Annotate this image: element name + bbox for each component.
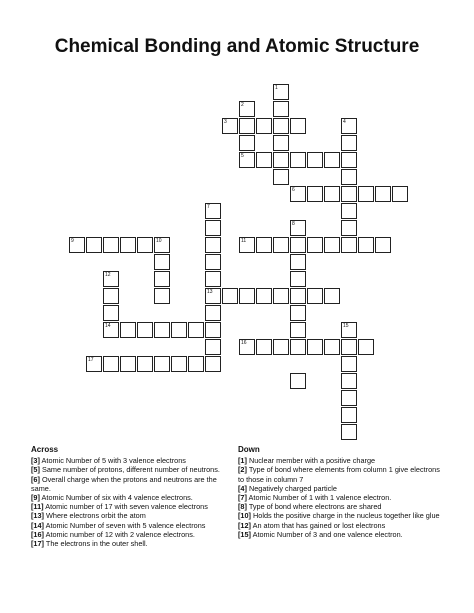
grid-cell[interactable] [324, 288, 340, 304]
grid-cell[interactable] [341, 118, 357, 134]
clue-number: [11] [31, 502, 44, 512]
grid-cell[interactable] [239, 288, 255, 304]
clue-number: [3] [31, 456, 40, 466]
grid-cell[interactable] [290, 152, 306, 168]
clue-text: Where electrons orbit the atom [46, 511, 146, 521]
clue-number: [17] [31, 539, 44, 549]
grid-cell[interactable] [375, 237, 391, 253]
clue-number: [6] [31, 474, 40, 484]
grid-cell[interactable] [341, 339, 357, 355]
down-clue [238, 484, 443, 493]
grid-cell[interactable] [341, 203, 357, 219]
grid-cell[interactable] [103, 322, 119, 338]
grid-cell[interactable] [341, 237, 357, 253]
cell-number: 2 [241, 102, 244, 108]
cell-number: 9 [71, 238, 74, 244]
grid-cell[interactable] [290, 322, 306, 338]
clue-number: [4] [238, 483, 247, 493]
across-clue [31, 511, 231, 520]
grid-cell[interactable] [171, 322, 187, 338]
grid-cell[interactable] [341, 424, 357, 440]
down-clue [238, 502, 443, 511]
cell-number: 5 [241, 153, 244, 159]
grid-cell[interactable] [290, 271, 306, 287]
across-heading: Across [31, 445, 59, 454]
grid-cell[interactable] [137, 356, 153, 372]
grid-cell[interactable] [239, 118, 255, 134]
page-title: Chemical Bonding and Atomic Structure [54, 36, 420, 57]
across-clues [31, 445, 231, 548]
clue-number: [16] [31, 529, 44, 539]
down-clue [238, 493, 443, 502]
grid-cell[interactable] [188, 356, 204, 372]
grid-cell[interactable] [273, 152, 289, 168]
down-clues [238, 445, 443, 539]
clue-text: Atomic Number of 5 with 3 valence electrons [41, 456, 186, 466]
clue-text: Negatively charged particle [248, 483, 337, 493]
clue-text: Overall charge when the protons and neutrons are the same. [31, 474, 217, 493]
grid-cell[interactable] [324, 237, 340, 253]
across-clue [31, 456, 231, 465]
cell-number: 4 [343, 119, 346, 125]
grid-cell[interactable] [273, 169, 289, 185]
across-clue [31, 521, 231, 530]
grid-cell[interactable] [324, 339, 340, 355]
grid-cell[interactable] [341, 373, 357, 389]
grid-cell[interactable] [154, 237, 170, 253]
grid-cell[interactable] [324, 186, 340, 202]
across-clue [31, 539, 231, 548]
grid-cell[interactable] [307, 288, 323, 304]
cell-number: 8 [292, 221, 295, 227]
grid-cell[interactable] [239, 152, 255, 168]
clue-number: [8] [238, 502, 247, 512]
cell-number: 11 [241, 238, 247, 244]
clue-text: An atom that has gained or lost electrons [252, 520, 386, 530]
down-clue [238, 511, 443, 520]
grid-cell[interactable] [205, 288, 221, 304]
grid-cell[interactable] [103, 305, 119, 321]
grid-cell[interactable] [103, 288, 119, 304]
clue-text: Atomic Number of 1 with 1 valence electron. [248, 493, 392, 503]
grid-cell[interactable] [273, 101, 289, 117]
grid-cell[interactable] [290, 339, 306, 355]
grid-cell[interactable] [341, 356, 357, 372]
grid-cell[interactable] [375, 186, 391, 202]
grid-cell[interactable] [273, 237, 289, 253]
grid-cell[interactable] [120, 322, 136, 338]
grid-cell[interactable] [290, 305, 306, 321]
across-clue [31, 475, 231, 493]
clue-text: Atomic number of 17 with seven valence electrons [45, 502, 208, 512]
clue-number: [14] [31, 520, 44, 530]
clue-number: [10] [238, 511, 251, 521]
grid-cell[interactable] [154, 254, 170, 270]
grid-cell[interactable] [273, 135, 289, 151]
grid-cell[interactable] [273, 118, 289, 134]
grid-cell[interactable] [290, 186, 306, 202]
grid-cell[interactable] [307, 237, 323, 253]
grid-cell[interactable] [341, 220, 357, 236]
grid-cell[interactable] [86, 356, 102, 372]
across-clue [31, 530, 231, 539]
grid-cell[interactable] [290, 118, 306, 134]
cell-number: 12 [105, 272, 111, 278]
grid-cell[interactable] [205, 322, 221, 338]
grid-cell[interactable] [239, 339, 255, 355]
grid-cell[interactable] [290, 220, 306, 236]
grid-cell[interactable] [256, 152, 272, 168]
grid-cell[interactable] [290, 254, 306, 270]
grid-cell[interactable] [103, 271, 119, 287]
cell-number: 15 [343, 323, 349, 329]
grid-cell[interactable] [307, 339, 323, 355]
grid-cell[interactable] [341, 152, 357, 168]
grid-cell[interactable] [290, 373, 306, 389]
grid-cell[interactable] [205, 271, 221, 287]
grid-cell[interactable] [307, 186, 323, 202]
grid-cell[interactable] [86, 237, 102, 253]
clue-text: The electrons in the outer shell. [45, 539, 148, 549]
grid-cell[interactable] [358, 339, 374, 355]
down-clue [238, 530, 443, 539]
cell-number: 16 [241, 340, 247, 346]
grid-cell[interactable] [154, 322, 170, 338]
cell-number: 17 [88, 357, 94, 363]
clue-text: Holds the positive charge in the nucleus together like glue [253, 511, 440, 521]
grid-cell[interactable] [205, 254, 221, 270]
grid-cell[interactable] [103, 237, 119, 253]
grid-cell[interactable] [256, 339, 272, 355]
clue-number: [9] [31, 493, 40, 503]
cell-number: 7 [207, 204, 210, 210]
clue-number: [13] [31, 511, 44, 521]
grid-cell[interactable] [256, 288, 272, 304]
grid-cell[interactable] [205, 305, 221, 321]
grid-cell[interactable] [341, 135, 357, 151]
clue-text: Atomic Number of 3 and one valence electron. [252, 529, 403, 539]
grid-cell[interactable] [290, 237, 306, 253]
grid-cell[interactable] [341, 322, 357, 338]
grid-cell[interactable] [239, 101, 255, 117]
clue-number: [15] [238, 529, 251, 539]
clue-number: [7] [238, 493, 247, 503]
grid-cell[interactable] [205, 237, 221, 253]
grid-cell[interactable] [154, 288, 170, 304]
down-clue [238, 521, 443, 530]
grid-cell[interactable] [103, 356, 119, 372]
grid-cell[interactable] [69, 237, 85, 253]
grid-cell[interactable] [273, 84, 289, 100]
grid-cell[interactable] [307, 152, 323, 168]
grid-cell[interactable] [358, 186, 374, 202]
grid-cell[interactable] [392, 186, 408, 202]
clue-text: Atomic Number of six with 4 valence electrons. [41, 493, 193, 503]
grid-cell[interactable] [341, 169, 357, 185]
clue-number: [5] [31, 465, 40, 475]
clue-number: [1] [238, 456, 247, 466]
grid-cell[interactable] [205, 339, 221, 355]
grid-cell[interactable] [120, 237, 136, 253]
grid-cell[interactable] [341, 186, 357, 202]
across-clue [31, 493, 231, 502]
grid-cell[interactable] [188, 322, 204, 338]
grid-cell[interactable] [154, 271, 170, 287]
grid-cell[interactable] [222, 288, 238, 304]
cell-number: 14 [105, 323, 111, 329]
grid-cell[interactable] [239, 135, 255, 151]
across-clue [31, 502, 231, 511]
grid-cell[interactable] [239, 237, 255, 253]
grid-cell[interactable] [273, 339, 289, 355]
grid-cell[interactable] [341, 390, 357, 406]
grid-cell[interactable] [256, 118, 272, 134]
clue-number: [12] [238, 520, 251, 530]
clue-text: Atomic Number of seven with 5 valence electrons [45, 520, 206, 530]
cell-number: 1 [275, 85, 278, 91]
cell-number: 10 [156, 238, 162, 244]
clue-text: Atomic number of 12 with 2 valence electrons. [45, 529, 195, 539]
down-clue [238, 456, 443, 465]
clue-text: Nuclear member with a positive charge [248, 456, 376, 466]
clue-number: [2] [238, 465, 247, 475]
grid-cell[interactable] [273, 288, 289, 304]
across-clue [31, 465, 231, 474]
cell-number: 13 [207, 289, 213, 295]
grid-cell[interactable] [222, 118, 238, 134]
down-heading: Down [238, 445, 260, 454]
clue-text: Type of bond where elements from column 1 give electrons to those in column 7 [238, 465, 440, 484]
grid-cell[interactable] [256, 237, 272, 253]
clue-text: Type of bond where electrons are shared [248, 502, 382, 512]
down-clue [238, 465, 443, 483]
grid-cell[interactable] [154, 356, 170, 372]
grid-cell[interactable] [341, 407, 357, 423]
grid-cell[interactable] [358, 237, 374, 253]
grid-cell[interactable] [205, 203, 221, 219]
grid-cell[interactable] [171, 356, 187, 372]
grid-cell[interactable] [137, 237, 153, 253]
grid-cell[interactable] [205, 356, 221, 372]
grid-cell[interactable] [205, 220, 221, 236]
grid-cell[interactable] [120, 356, 136, 372]
grid-cell[interactable] [290, 288, 306, 304]
cell-number: 3 [224, 119, 227, 125]
grid-cell[interactable] [137, 322, 153, 338]
cell-number: 6 [292, 187, 295, 193]
grid-cell[interactable] [324, 152, 340, 168]
clue-text: Same number of protons, different number of neutrons. [41, 465, 220, 475]
